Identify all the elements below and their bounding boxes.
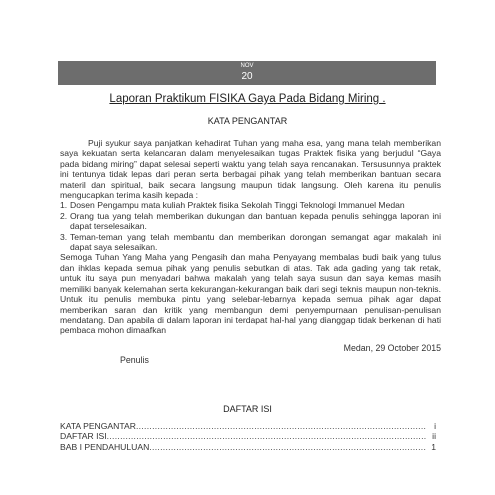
toc-page: i bbox=[434, 421, 436, 431]
thanks-number: 2. bbox=[60, 210, 68, 221]
toc-leader bbox=[149, 442, 426, 452]
thanks-text: Teman-teman yang telah membantu dan memberikan dorongan semangat agar makalah ini dapat saya selesaikan. bbox=[70, 231, 441, 253]
thanks-text: Dosen Pengampu mata kuliah Praktek fisika Sekolah Tinggi Teknologi Immanuel Medan bbox=[70, 200, 405, 211]
toc-label: KATA PENGANTAR bbox=[60, 421, 136, 431]
thanks-item bbox=[60, 200, 441, 210]
toc-page: ii bbox=[432, 431, 436, 442]
opening-paragraph: Puji syukur saya panjatkan kehadirat Tuhan yang maha esa, yang mana telah memberikan saya kekuatan serta kelancaran dalam menyelesaikan tugas Praktek fisika yang berjudul “Gaya pada bidang miring” dapat selesai seperti waktu yang telah saya rencanakan. Tersusunnya praktek ini tentunya tidak lepas dari peran serta berbagai pihak yang telah memberikan bantuan secara materil dan spiritual, baik secara langsung maupun tidak langsung. Oleh karena itu penulis mengucapkan terima kasih kepada : bbox=[60, 138, 441, 201]
foreword-body bbox=[60, 138, 441, 336]
date-banner bbox=[58, 61, 436, 85]
toc-leader bbox=[107, 431, 426, 441]
toc-label: BAB I PENDAHULUAN bbox=[60, 441, 150, 452]
toc-entry bbox=[60, 442, 436, 452]
toc-page: 1 bbox=[431, 441, 436, 452]
table-of-contents bbox=[60, 421, 436, 452]
thanks-number: 3. bbox=[60, 231, 68, 242]
thanks-item bbox=[60, 232, 441, 253]
date-day: 20 bbox=[241, 71, 253, 82]
toc-entry bbox=[60, 431, 436, 441]
toc-leader bbox=[136, 421, 426, 431]
foreword-heading: KATA PENGANTAR bbox=[207, 116, 288, 126]
thanks-number: 1. bbox=[60, 200, 68, 211]
signature-role: Penulis bbox=[120, 355, 149, 365]
date-month: NOV bbox=[240, 63, 254, 69]
place-date: Medan, 29 October 2015 bbox=[343, 343, 441, 353]
closing-paragraph: Semoga Tuhan Yang Maha yang Pengasih dan maha Penyayang membalas budi baik yang tulus dan ihklas kepada semua pihak yang penulis sebutkan di atas. Tak ada gading yang tak retak, untuk itu saya pun menyadari bahwa makalah yang telah saya susun dan saya kemas masih memiliki banyak kelemahan serta kekurangan-kekurangan baik dari segi teknis maupun non-teknis. Untuk itu penulis membuka pintu yang selebar-lebarnya kepada semua pihak agar dapat memberikan saran dan kritik yang membangun demi penyempurnaan penulisan-penulisan mendatang. Dan apabila di dalam laporan ini terdapat hal-hal yang dianggap tidak berkenan di hati pembaca mohon dimaafkan bbox=[60, 252, 441, 336]
thanks-text: Orang tua yang telah memberikan dukungan dan bantuan kepada penulis sehingga laporan ini dapat terselesaikan. bbox=[70, 210, 441, 232]
thanks-item bbox=[60, 211, 441, 232]
page-title: Laporan Praktikum FISIKA Gaya Pada Bidang Miring . bbox=[109, 93, 386, 105]
toc-heading: DAFTAR ISI bbox=[223, 404, 272, 414]
toc-label: DAFTAR ISI bbox=[60, 431, 107, 442]
toc-entry bbox=[60, 421, 436, 431]
